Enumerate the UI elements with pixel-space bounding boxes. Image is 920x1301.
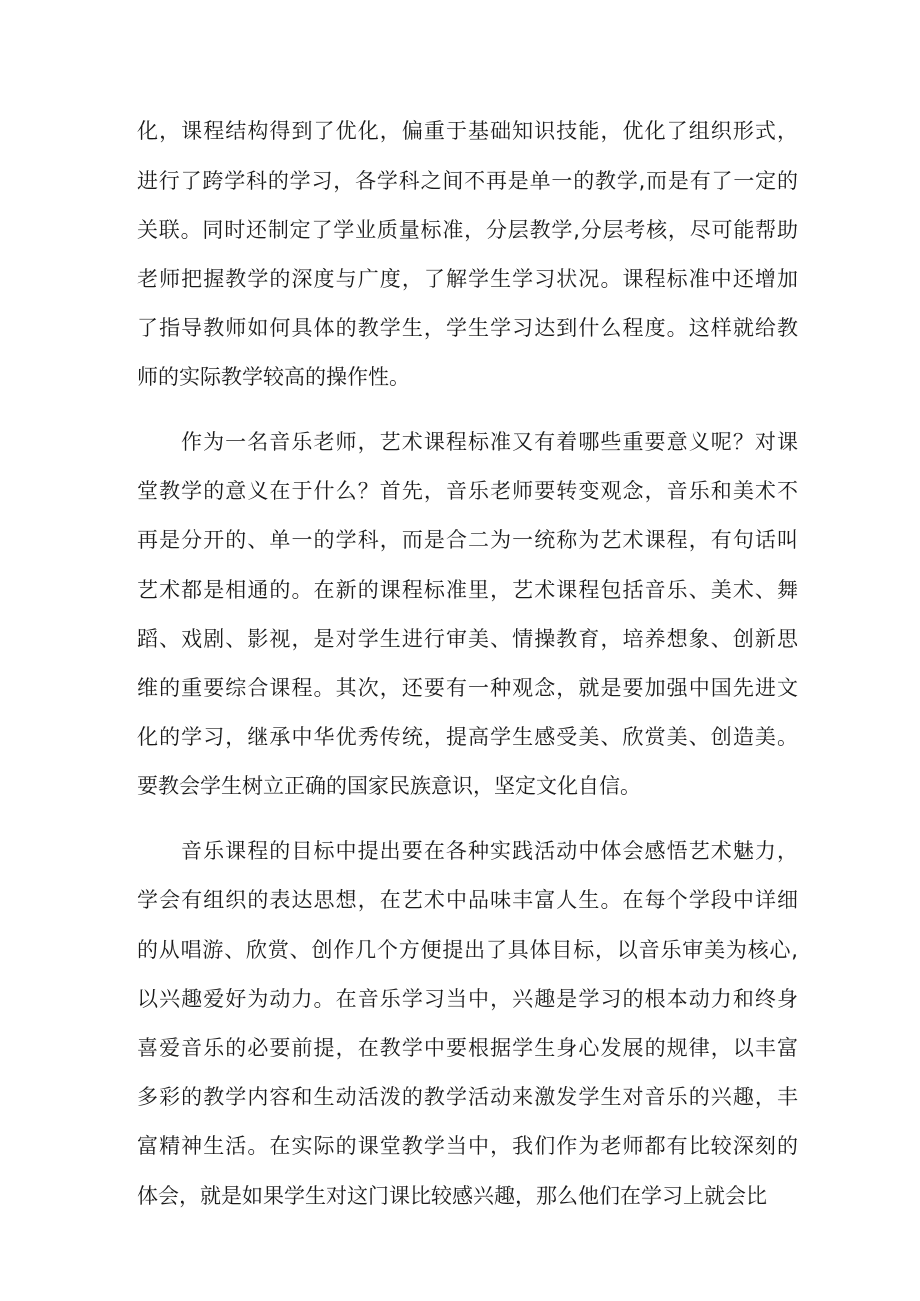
- text-line: 艺术都是相通的。在新的课程标准里，艺术课程包括音乐、美术、舞: [137, 578, 800, 602]
- text-line: 学会有组织的表达思想，在艺术中品味丰富人生。在每个学段中详细: [137, 888, 800, 912]
- text-line: 体会，就是如果学生对这门课比较感兴趣，那么他们在学习上就会比: [137, 1184, 767, 1208]
- text-line: 化，课程结构得到了优化，偏重于基础知识技能，优化了组织形式，: [137, 119, 800, 143]
- text-line: 了指导教师如何具体的教学生，学生学习达到什么程度。这样就给教: [137, 316, 800, 340]
- text-line: 喜爱音乐的必要前提，在教学中要根据学生身心发展的规律，以丰富: [137, 1036, 800, 1060]
- text-line: 作为一名音乐老师，艺术课程标准又有着哪些重要意义呢？对课: [181, 430, 800, 454]
- text-line: 以兴趣爱好为动力。在音乐学习当中，兴趣是学习的根本动力和终身: [137, 987, 800, 1011]
- text-line: 要教会学生树立正确的国家民族意识，坚定文化自信。: [137, 774, 641, 798]
- text-line: 维的重要综合课程。其次，还要有一种观念，就是要加强中国先进文: [137, 676, 800, 700]
- text-line: 的从唱游、欣赏、创作几个方便提出了具体目标，以音乐审美为核心,: [137, 938, 799, 962]
- text-line: 进行了跨学科的学习，各学科之间不再是单一的教学,而是有了一定的: [137, 169, 799, 193]
- text-line: 多彩的教学内容和生动活泼的教学活动来激发学生对音乐的兴趣，丰: [137, 1085, 800, 1109]
- text-line: 师的实际教学较高的操作性。: [137, 365, 410, 389]
- text-line: 堂教学的意义在于什么？首先，音乐老师要转变观念，音乐和美术不: [137, 479, 800, 503]
- text-line: 音乐课程的目标中提出要在各种实践活动中体会感悟艺术魅力，: [181, 839, 800, 863]
- text-line: 富精神生活。在实际的课堂教学当中，我们作为老师都有比较深刻的: [137, 1134, 800, 1158]
- text-line: 化的学习，继承中华优秀传统，提高学生感受美、欣赏美、创造美。: [137, 725, 800, 749]
- text-line: 关联。同时还制定了学业质量标准，分层教学,分层考核，尽可能帮助: [137, 218, 799, 242]
- text-line: 再是分开的、单一的学科，而是合二为一统称为艺术课程，有句话叫: [137, 528, 800, 552]
- text-line: 老师把握教学的深度与广度，了解学生学习状况。课程标准中还增加: [137, 267, 800, 291]
- text-line: 蹈、戏剧、影视，是对学生进行审美、情操教育，培养想象、创新思: [137, 627, 800, 651]
